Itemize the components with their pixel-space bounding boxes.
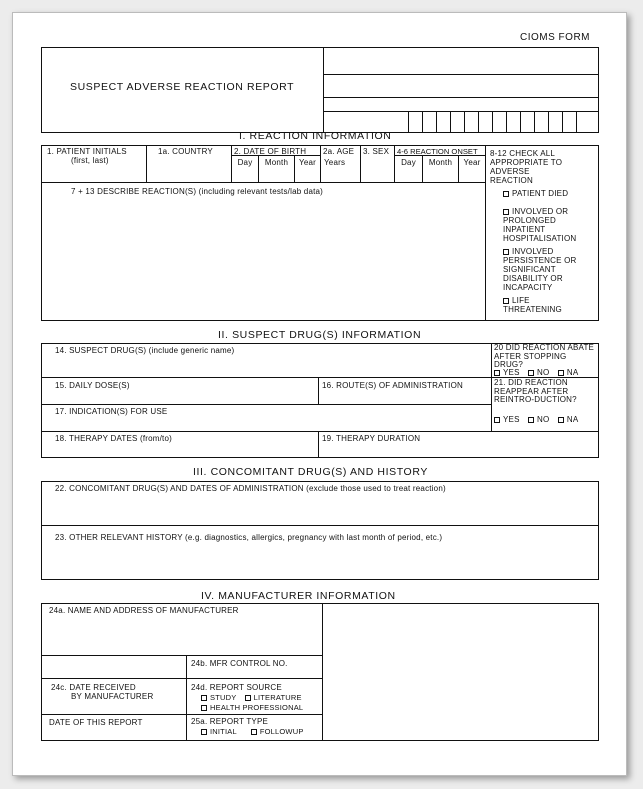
history-label: 23. OTHER RELEVANT HISTORY (e.g. diagnostics, allergics, pregnancy with last month of period, etc.) [55, 533, 443, 542]
check-option-label: INVOLVED PERSISTENCE OR SIGNIFICANT DISABILITY OR INCAPACITY [503, 247, 577, 292]
age-label: 2a. AGE [323, 147, 355, 156]
header-cell-divider [436, 111, 437, 133]
header-cell-divider [464, 111, 465, 133]
date-received-label: 24c. DATE RECEIVED [51, 683, 136, 692]
header-cell-divider [492, 111, 493, 133]
q20-label: 20 DID REACTION ABATE AFTER STOPPING DRUG? [494, 343, 595, 369]
suspect-drug-label: 14. SUSPECT DRUG(S) (include generic name) [55, 346, 235, 355]
header-line [323, 74, 599, 75]
checkbox-icon[interactable] [494, 417, 500, 423]
form-title: SUSPECT ADVERSE REACTION REPORT [70, 81, 295, 93]
patient-initials-sub: (first, last) [71, 156, 109, 165]
checkbox-icon [503, 249, 509, 255]
cell-divider [360, 145, 361, 182]
dob-year: Year [299, 158, 316, 167]
age-years: Years [324, 158, 346, 167]
row-line [41, 678, 322, 679]
option-yes: YES [503, 368, 520, 377]
checkbox-icon[interactable] [201, 705, 207, 711]
checkbox-icon[interactable] [251, 729, 257, 735]
option-literature: LITERATURE [253, 693, 302, 702]
cell-divider [186, 655, 187, 741]
header-cell-divider [520, 111, 521, 133]
header-line [323, 111, 599, 112]
report-source-option-health[interactable] [201, 703, 303, 712]
section-3-heading: III. CONCOMITANT DRUG(S) AND HISTORY [193, 466, 428, 478]
row-line [41, 182, 485, 183]
row-line [41, 655, 322, 656]
checkbox-icon[interactable] [558, 417, 564, 423]
check-option-disability[interactable] [503, 247, 593, 292]
checkbox-icon[interactable] [201, 729, 207, 735]
indication-label: 17. INDICATION(S) FOR USE [55, 407, 168, 416]
date-received-label-2: BY MANUFACTURER [71, 692, 154, 701]
check-all-label: 8-12 CHECK ALL APPROPRIATE TO ADVERSE REACTION [490, 149, 563, 185]
daily-dose-label: 15. DAILY DOSE(S) [55, 381, 130, 390]
checkbox-icon[interactable] [528, 417, 534, 423]
checkbox-icon[interactable] [245, 695, 251, 701]
q21-options[interactable] [494, 415, 578, 424]
manufacturer-name-label: 24a. NAME AND ADDRESS OF MANUFACTURER [49, 606, 239, 615]
check-option-label: LIFE THREATENING [503, 296, 562, 314]
header-cell-divider [422, 111, 423, 133]
section-2-heading: II. SUSPECT DRUG(S) INFORMATION [218, 329, 422, 341]
report-source-options[interactable] [201, 693, 302, 702]
dob-label: 2. DATE OF BIRTH [234, 147, 307, 156]
section-1-heading: I. REACTION INFORMATION [239, 130, 392, 142]
header-cell-divider [548, 111, 549, 133]
cell-divider [146, 145, 147, 182]
onset-year: Year [463, 158, 481, 167]
concomitant-label: 22. CONCOMITANT DRUG(S) AND DATES OF ADMINISTRATION (exclude those used to treat reaction) [55, 484, 446, 493]
cell-divider [318, 431, 319, 458]
row-line [41, 525, 599, 526]
cell-divider [320, 145, 321, 182]
column-divider [322, 603, 323, 741]
row-line [41, 377, 491, 378]
header-cell-divider [562, 111, 563, 133]
therapy-duration-label: 19. THERAPY DURATION [322, 434, 421, 443]
date-of-report-label: DATE OF THIS REPORT [49, 718, 143, 727]
row-line [41, 404, 491, 405]
checkbox-icon [503, 191, 509, 197]
row-line [41, 714, 322, 715]
header-cell-divider [450, 111, 451, 133]
option-na: NA [566, 368, 579, 377]
option-yes: YES [503, 415, 520, 424]
sex-label: 3. SEX [363, 147, 390, 156]
country-label: 1a. COUNTRY [158, 147, 213, 156]
dob-day: Day [237, 158, 253, 167]
dob-month: Month [264, 158, 289, 167]
row-line [41, 431, 599, 432]
check-option-label: INVOLVED OR PROLONGED INPATIENT HOSPITALISATION [503, 207, 577, 243]
cioms-form-page [12, 12, 627, 776]
describe-reaction-label: 7 + 13 DESCRIBE REACTION(S) (including relevant tests/lab data) [71, 187, 324, 196]
header-line [323, 97, 599, 98]
checkbox-icon[interactable] [494, 370, 500, 376]
option-health-professional: HEALTH PROFESSIONAL [210, 703, 304, 712]
option-na: NA [566, 415, 579, 424]
route-label: 16. ROUTE(S) OF ADMINISTRATION [322, 381, 463, 390]
report-type-label: 25a. REPORT TYPE [191, 717, 269, 726]
check-column-divider [485, 145, 486, 321]
q21-label: 21. DID REACTION REAPPEAR AFTER REINTRO-DUCTION? [494, 378, 577, 404]
onset-month: Month [428, 158, 453, 167]
q20-options[interactable] [494, 368, 578, 377]
onset-label: 4-6 REACTION ONSET [397, 147, 478, 156]
cell-divider [491, 343, 492, 431]
check-option-died[interactable] [503, 189, 595, 198]
checkbox-icon [503, 209, 509, 215]
report-source-label: 24d. REPORT SOURCE [191, 683, 282, 692]
check-option-life-threatening[interactable] [503, 296, 573, 314]
checkbox-icon[interactable] [201, 695, 207, 701]
check-option-hospitalisation[interactable] [503, 207, 595, 243]
header-cell-divider [478, 111, 479, 133]
header-cell-divider [534, 111, 535, 133]
header-divider [323, 47, 324, 133]
cell-divider [318, 377, 319, 404]
checkbox-icon[interactable] [558, 370, 564, 376]
header-cell-divider [506, 111, 507, 133]
option-followup: FOLLOWUP [259, 727, 304, 736]
report-type-options[interactable] [201, 727, 304, 736]
therapy-dates-label: 18. THERAPY DATES (from/to) [55, 434, 172, 443]
control-no-label: 24b. MFR CONTROL NO. [191, 659, 288, 668]
onset-day: Day [401, 158, 416, 167]
option-study: STUDY [210, 693, 237, 702]
checkbox-icon[interactable] [528, 370, 534, 376]
header-cell-divider [576, 111, 577, 133]
patient-initials-label: 1. PATIENT INITIALS [47, 147, 127, 156]
section-4-heading: IV. MANUFACTURER INFORMATION [201, 590, 396, 602]
header-cell-divider [408, 111, 409, 133]
form-name: CIOMS FORM [520, 32, 590, 43]
option-initial: INITIAL [210, 727, 237, 736]
checkbox-icon [503, 298, 509, 304]
option-no: NO [537, 368, 550, 377]
check-option-label: PATIENT DIED [512, 189, 569, 198]
option-no: NO [537, 415, 550, 424]
concomitant-box [41, 481, 599, 580]
